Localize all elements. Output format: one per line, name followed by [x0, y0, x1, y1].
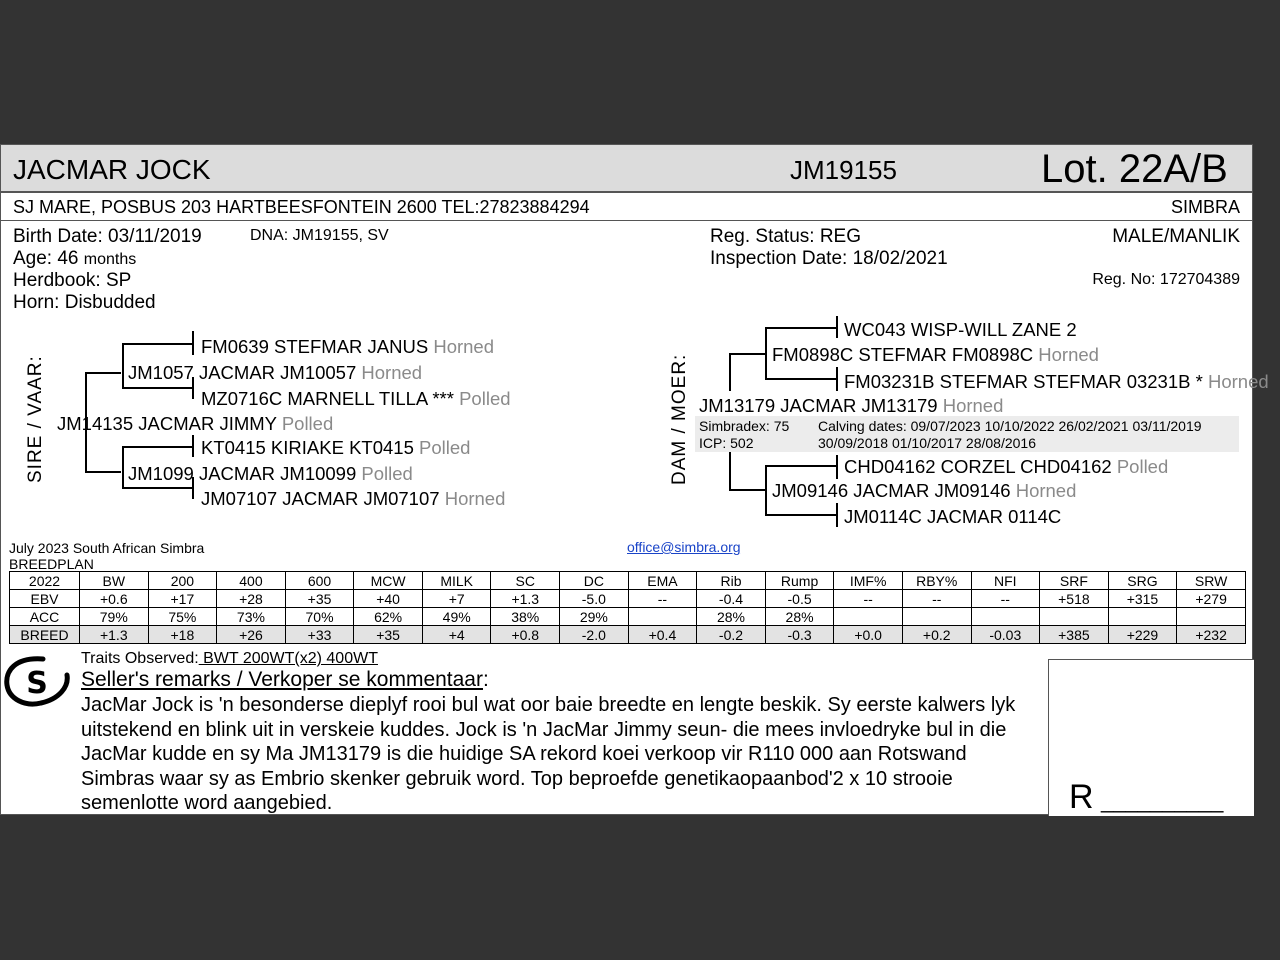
ebv-cell: ACC: [10, 608, 80, 626]
pedigree-sire-sire-sire: FM0639 STEFMAR JANUS Horned: [201, 336, 495, 357]
ebv-header-cell: SC: [491, 572, 560, 590]
ebv-header-cell: 600: [285, 572, 354, 590]
breed-name: SIMBRA: [1170, 197, 1240, 217]
ebv-cell: +18: [148, 626, 217, 644]
simbradex: Simbradex: 75: [699, 418, 790, 434]
ebv-header-cell: SRG: [1108, 572, 1177, 590]
ebv-cell: 73%: [217, 608, 286, 626]
ebv-cell: --: [971, 590, 1040, 608]
ebv-cell: --: [834, 590, 903, 608]
ebv-cell: [628, 608, 697, 626]
ebv-cell: --: [902, 590, 971, 608]
sire-label: SIRE / VAAR:: [25, 355, 46, 483]
ebv-cell: -0.3: [765, 626, 834, 644]
ebv-cell: +0.4: [628, 626, 697, 644]
ebv-header-cell: MCW: [354, 572, 423, 590]
remarks-body: JacMar Jock is 'n besonderse dieplyf rooi bul wat oor baie breedte en lengte beskik. Sy eerste kalwers lyk uitstekend en blink uit in verskeie kuddes. Jock is 'n JacMar Jimmy seun- die mees invloedryke bul in die JacMar kudde en sy Ma JM13179 is die huidige SA rekord koei verkoop vir R110 000 aan Rotswand Simbras waar sy as Embrio skenker gebruik word. Top beproefde genetikaopaanbod'2 x 10 strooie semenlotte word aangebied.: [81, 694, 1016, 814]
ebv-cell: +0.2: [902, 626, 971, 644]
ebv-cell: [834, 608, 903, 626]
remarks-heading: [81, 668, 489, 692]
age: [13, 248, 136, 270]
ebv-header-cell: SRF: [1040, 572, 1109, 590]
remarks-heading-text: Seller's remarks / Verkoper se kommentaar: [81, 668, 483, 691]
ebv-cell: +0.0: [834, 626, 903, 644]
ebv-cell: -5.0: [560, 590, 629, 608]
horn-status: Horn: Disbudded: [13, 292, 156, 313]
ebv-header-cell: Rump: [765, 572, 834, 590]
ebv-cell: BREED: [10, 626, 80, 644]
animal-name: JACMAR JOCK: [13, 154, 211, 185]
ebv-cell: +232: [1177, 626, 1246, 644]
ebv-header-cell: IMF%: [834, 572, 903, 590]
pedigree-dam-dam-dam: JM0114C JACMAR 0114C: [844, 506, 1062, 527]
ebv-cell: --: [628, 590, 697, 608]
ebv-cell: 62%: [354, 608, 423, 626]
ebv-cell: +4: [422, 626, 491, 644]
ebv-row-ebv: [10, 590, 1246, 608]
ebv-header-cell: Rib: [697, 572, 766, 590]
ebv-cell: 79%: [80, 608, 149, 626]
ebv-cell: +35: [354, 626, 423, 644]
owner-address: SJ MARE, POSBUS 203 HARTBEESFONTEIN 2600 TEL:27823884294: [13, 197, 590, 217]
ebv-cell: +315: [1108, 590, 1177, 608]
birth-date: Birth Date: 03/11/2019: [13, 226, 202, 247]
pedigree-dam-sire: FM0898C STEFMAR FM0898C Horned: [772, 344, 1099, 365]
dna-info: DNA: JM19155, SV: [250, 227, 389, 244]
pedigree-sire-dam: JM1099 JACMAR JM10099 Polled: [128, 463, 413, 484]
sex: MALE/MANLIK: [1112, 226, 1240, 247]
ebv-cell: 28%: [697, 608, 766, 626]
pedigree-dam: JM13179 JACMAR JM13179 Horned: [699, 395, 1004, 416]
ebv-header-cell: NFI: [971, 572, 1040, 590]
ebv-cell: +0.6: [80, 590, 149, 608]
ebv-cell: -0.2: [697, 626, 766, 644]
traits-value: BWT 200WT(x2) 400WT: [198, 650, 378, 667]
ebv-header-cell: 200: [148, 572, 217, 590]
calving-dates-continued: 30/09/2018 01/10/2017 28/08/2016: [818, 435, 1036, 451]
ebv-header-cell: BW: [80, 572, 149, 590]
title-bar: [1, 145, 1252, 193]
ebv-cell: +33: [285, 626, 354, 644]
registration-number: Reg. No: 172704389: [1092, 271, 1240, 288]
ebv-row-breed: [10, 626, 1246, 644]
ebv-cell: +26: [217, 626, 286, 644]
ebv-header-cell: SRW: [1177, 572, 1246, 590]
icp: ICP: 502: [699, 435, 754, 451]
pedigree-sire-sire: JM1057 JACMAR JM10057 Horned: [128, 362, 423, 383]
ebv-cell: +0.8: [491, 626, 560, 644]
ebv-header-row: [10, 572, 1246, 590]
pedigree-sire: JM14135 JACMAR JIMMY Polled: [57, 413, 334, 434]
owner-bar: [1, 193, 1252, 221]
ebv-cell: +279: [1177, 590, 1246, 608]
ebv-cell: EBV: [10, 590, 80, 608]
ebv-header-cell: 2022: [10, 572, 80, 590]
breedplan-label: BREEDPLAN: [9, 556, 94, 572]
ebv-cell: 49%: [422, 608, 491, 626]
pedigree-sire-dam-dam: JM07107 JACMAR JM07107 Horned: [201, 488, 506, 509]
price-blank[interactable]: __________: [1101, 788, 1224, 813]
ebv-cell: +35: [285, 590, 354, 608]
ebv-header-cell: RBY%: [902, 572, 971, 590]
ebv-cell: 38%: [491, 608, 560, 626]
ebv-cell: 28%: [765, 608, 834, 626]
ebv-cell: +17: [148, 590, 217, 608]
pedigree-dam-dam: JM09146 JACMAR JM09146 Horned: [772, 480, 1077, 501]
pedigree-sire-dam-sire: KT0415 KIRIAKE KT0415 Polled: [201, 437, 471, 458]
breedplan-source: July 2023 South African Simbra: [9, 540, 205, 556]
ebv-cell: +385: [1040, 626, 1109, 644]
pedigree-sire-sire-dam: MZ0716C MARNELL TILLA *** Polled: [201, 388, 511, 409]
ebv-cell: -0.03: [971, 626, 1040, 644]
price-currency: R: [1069, 778, 1094, 816]
ebv-cell: -0.5: [765, 590, 834, 608]
ebv-cell: [1040, 608, 1109, 626]
ebv-header-cell: 400: [217, 572, 286, 590]
traits-observed: [81, 650, 378, 668]
herdbook: Herdbook: SP: [13, 270, 132, 291]
age-value: Age: 46: [13, 248, 79, 269]
ebv-cell: +7: [422, 590, 491, 608]
ebv-cell: +1.3: [491, 590, 560, 608]
simbra-logo-icon: [3, 653, 71, 709]
ebv-header-cell: MILK: [422, 572, 491, 590]
price-box: [1048, 659, 1254, 816]
dam-label: DAM / MOER:: [669, 353, 690, 485]
lot-number: Lot. 22A/B: [1041, 147, 1228, 191]
ebv-cell: +229: [1108, 626, 1177, 644]
calving-dates: Calving dates: 09/07/2023 10/10/2022 26/02/2021 03/11/2019: [818, 418, 1202, 434]
ebv-cell: +28: [217, 590, 286, 608]
age-unit: months: [83, 251, 137, 268]
ebv-row-acc: [10, 608, 1246, 626]
ebv-cell: 75%: [148, 608, 217, 626]
contact-email-link[interactable]: office@simbra.org: [627, 539, 741, 555]
ebv-cell: +518: [1040, 590, 1109, 608]
registration-id: JM19155: [790, 155, 897, 185]
ebv-header-cell: DC: [560, 572, 629, 590]
ebv-cell: -0.4: [697, 590, 766, 608]
ebv-cell: +1.3: [80, 626, 149, 644]
ebv-cell: 70%: [285, 608, 354, 626]
ebv-cell: [1108, 608, 1177, 626]
ebv-cell: -2.0: [560, 626, 629, 644]
pedigree-dam-sire-dam: FM03231B STEFMAR STEFMAR 03231B * Horned: [844, 371, 1269, 392]
inspection-date: Inspection Date: 18/02/2021: [710, 248, 948, 269]
ebv-cell: [1177, 608, 1246, 626]
ebv-table: [9, 571, 1246, 644]
ebv-cell: +40: [354, 590, 423, 608]
remarks-heading-colon: :: [482, 668, 489, 691]
lot-card: [0, 144, 1269, 816]
traits-label: Traits Observed:: [81, 650, 199, 667]
ebv-header-cell: EMA: [628, 572, 697, 590]
pedigree-dam-sire-sire: WC043 WISP-WILL ZANE 2: [844, 319, 1077, 340]
simbra-logo-letter: S: [26, 666, 48, 701]
ebv-cell: 29%: [560, 608, 629, 626]
ebv-cell: [902, 608, 971, 626]
registration-status: Reg. Status: REG: [710, 226, 862, 247]
ebv-cell: [971, 608, 1040, 626]
pedigree-dam-dam-sire: CHD04162 CORZEL CHD04162 Polled: [844, 456, 1169, 477]
